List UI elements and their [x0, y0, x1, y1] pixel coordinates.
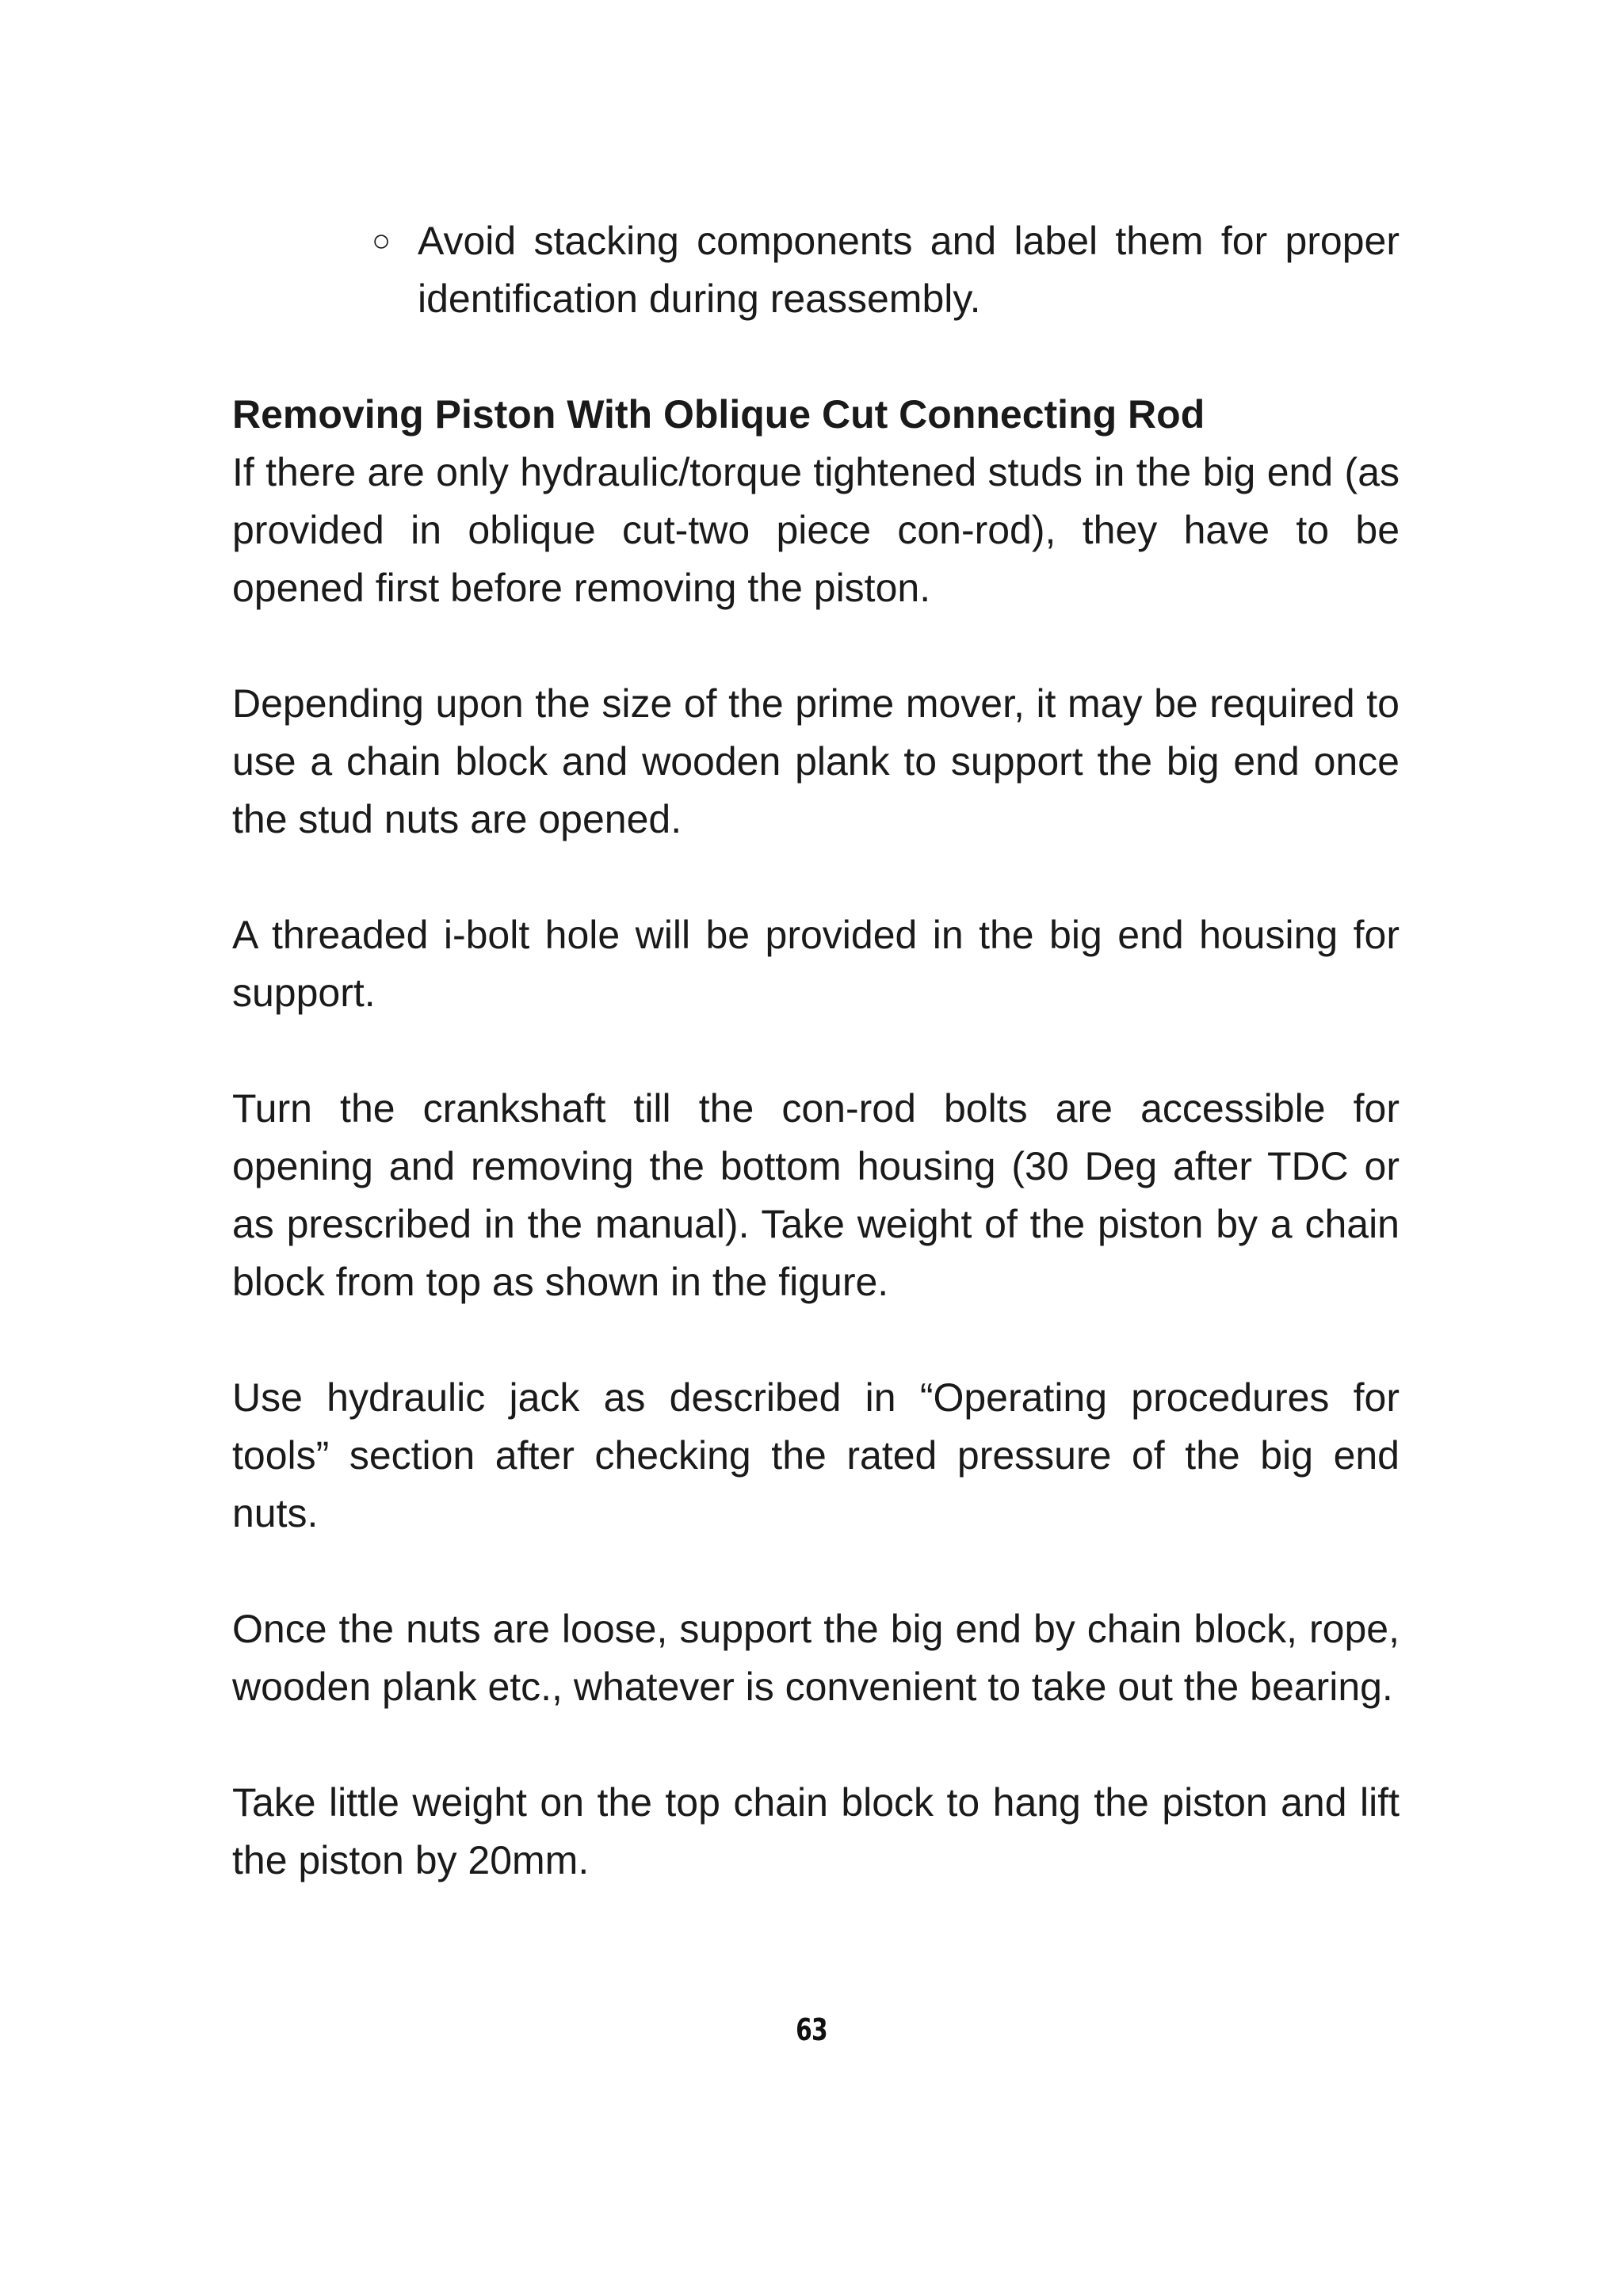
hollow-circle-bullet-icon: ○: [372, 223, 391, 258]
paragraph-1: If there are only hydraulic/torque tightened studs in the big end (as provided in oblique cut-two piece con-rod), they have to be opened first before removing the piston.: [232, 450, 1400, 610]
paragraph-4: Turn the crankshaft till the con-rod bolts are accessible for opening and removing the bottom housing (30 Deg after TDC or as prescribed in the manual). Take weight of the piston by a chain block from top as shown in the figure.: [232, 1086, 1400, 1304]
section-heading: Removing Piston With Oblique Cut Connecting Rod: [232, 392, 1205, 437]
bullet-text: Avoid stacking components and label them for proper identification during reassembly.: [418, 219, 1400, 321]
paragraph-3: A threaded i-bolt hole will be provided in the big end housing for support.: [232, 913, 1400, 1015]
bullet-item: [232, 212, 1400, 328]
paragraph-7: Take little weight on the top chain block to hang the piston and lift the piston by 20mm.: [232, 1780, 1400, 1882]
paragraph-2: Depending upon the size of the prime mover, it may be required to use a chain block and wooden plank to support the big end once the stud nuts are opened.: [232, 681, 1400, 841]
page-number: 63: [796, 2012, 827, 2047]
paragraph-6: Once the nuts are loose, support the big end by chain block, rope, wooden plank etc., whatever is convenient to take out the bearing.: [232, 1607, 1400, 1709]
page-content: [232, 212, 1400, 1890]
paragraph-5: Use hydraulic jack as described in “Operating procedures for tools” section after checking the rated pressure of the big end nuts.: [232, 1375, 1400, 1535]
